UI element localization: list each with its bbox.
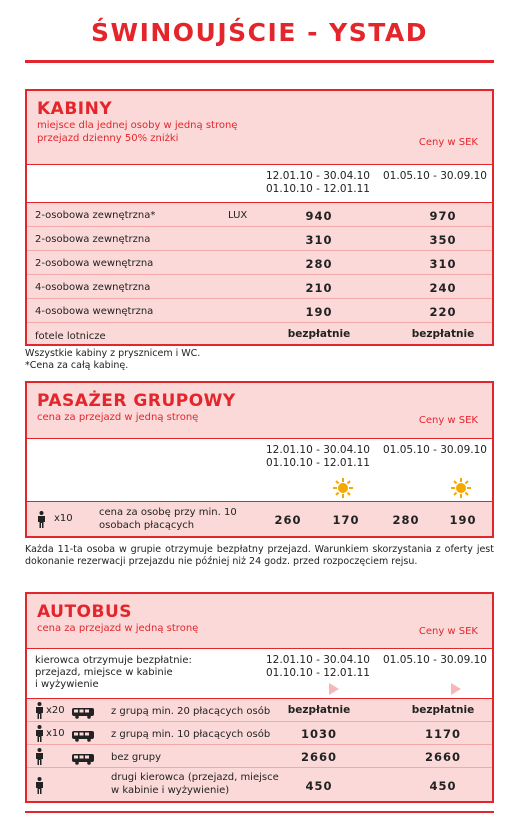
page-title: ŚWINOUJŚCIE - YSTAD [91,18,428,47]
table-row [27,202,492,226]
kabiny-section [25,89,494,346]
kabiny-subtitle-2: przejazd dzienny 50% zniżki [37,133,179,144]
autobus-price-p1: bezpłatnie [287,704,351,716]
autobus-price-p1: 2660 [300,750,337,764]
kabiny-row-label: fotele lotnicze [35,331,106,342]
autobus-header [27,594,492,648]
autobus-price-p2: 450 [429,779,457,793]
person-icon [35,725,44,746]
table-row [27,274,492,298]
table-row [27,721,492,744]
period-1-line-1: 12.01.10 - 30.04.10 [266,444,370,456]
grupowy-qty: x10 [54,513,73,524]
kabiny-price-p2: 240 [429,281,457,295]
autobus-row-qty: x10 [46,728,65,739]
kabiny-note-2: *Cena za całą kabinę. [25,360,129,371]
table-row [27,298,492,322]
grupowy-header [27,383,492,438]
autobus-period-header [27,648,492,698]
kabiny-price-p1: 280 [305,257,333,271]
grupowy-note: Każda 11-ta osoba w grupie otrzymuje bezpłatny przejazd. Warunkiem skorzystania z oferty jest dokonanie rezerwacji przejazdu nie później niż 24 godz. przed rozpoczęciem rejsu. [25,544,494,567]
autobus-title: AUTOBUS [37,602,132,622]
kabiny-row-label: 4-osobowa zewnętrzna [35,282,151,293]
autobus-info-2: przejazd, miejsce w kabinie [35,667,173,678]
table-row [27,767,492,801]
grupowy-section [25,381,494,538]
grupowy-period-header [27,438,492,501]
period-1-line-2: 01.10.10 - 12.01.11 [266,667,370,679]
person-icon [35,702,44,723]
grupowy-price-p1-day: 170 [332,513,360,527]
period-1-line-1: 12.01.10 - 30.04.10 [266,170,370,182]
period-2: 01.05.10 - 30.09.10 [383,444,487,456]
grupowy-price-p2-day: 190 [449,513,477,527]
period-1-line-1: 12.01.10 - 30.04.10 [266,654,370,666]
sun-icon [332,477,354,499]
autobus-info-3: i wyżywienie [35,679,99,690]
period-1-line-2: 01.10.10 - 12.01.11 [266,457,370,469]
grupowy-subtitle: cena za przejazd w jedną stronę [37,412,199,423]
kabiny-row-label: 2-osobowa zewnętrzna [35,234,151,245]
kabiny-price-p2: bezpłatnie [411,328,475,340]
sun-icon [450,477,472,499]
table-row [27,250,492,274]
autobus-price-p1: 1030 [300,727,337,741]
kabiny-price-p2: 220 [429,305,457,319]
kabiny-price-p1: 940 [305,209,333,223]
currency-note: Ceny w SEK [418,415,478,426]
table-row [27,322,492,344]
kabiny-price-p2: 970 [429,209,457,223]
moon-icon [397,477,413,497]
autobus-row-desc [111,728,270,741]
autobus-row-desc [111,751,161,764]
autobus-price-p2: 2660 [424,750,461,764]
grupowy-price-row [27,501,492,536]
autobus-section [25,592,494,803]
kabiny-title: KABINY [37,99,113,119]
person-icon [35,777,44,798]
autobus-row-desc-1: z grupą min. 20 płacących osób [111,706,271,717]
autobus-row-desc [111,771,279,797]
kabiny-price-p2: 310 [429,257,457,271]
grupowy-desc-1: cena za osobę przy min. 10 [99,507,237,518]
autobus-row-desc-1: z grupą min. 10 płacących osób [111,729,271,740]
kabiny-row-label: 4-osobowa wewnętrzna [35,306,154,317]
kabiny-subtitle-1: miejsce dla jednej osoby w jedną stronę [37,120,238,131]
kabiny-note-1: Wszystkie kabiny z prysznicem i WC. [25,348,201,359]
period-1-line-2: 01.10.10 - 12.01.11 [266,183,370,195]
person-icon [35,748,44,769]
kabiny-row-label: 2-osobowa wewnętrzna [35,258,154,269]
period-2: 01.05.10 - 30.09.10 [383,654,487,666]
autobus-info-1: kierowca otrzymuje bezpłatnie: [35,655,192,666]
table-row [27,698,492,721]
arrow-icon [451,683,461,695]
autobus-row-desc [111,705,270,718]
autobus-row-desc-1: bez grupy [111,752,161,763]
table-row [27,744,492,767]
period-2: 01.05.10 - 30.09.10 [383,170,487,182]
kabiny-row-label: 2-osobowa zewnętrzna* [35,210,156,221]
autobus-row-desc-1: drugi kierowca (przejazd, miejsce [111,772,279,783]
kabiny-header [27,91,492,164]
kabiny-price-p1: 210 [305,281,333,295]
grupowy-price-p1-night: 260 [274,513,302,527]
kabiny-row-extra: LUX [228,210,248,221]
kabiny-price-p1: bezpłatnie [287,328,351,340]
kabiny-price-p1: 190 [305,305,333,319]
grupowy-title: PASAŻER GRUPOWY [37,391,236,411]
autobus-price-p1: 450 [305,779,333,793]
currency-note: Ceny w SEK [418,626,478,637]
person-icon [37,511,46,528]
kabiny-price-p1: 310 [305,233,333,247]
autobus-subtitle: cena za przejazd w jedną stronę [37,623,199,634]
bottom-rule [25,811,494,813]
table-row [27,226,492,250]
moon-icon [277,477,293,497]
autobus-row-desc-2: w kabinie i wyżywienie) [111,785,230,796]
autobus-price-p2: bezpłatnie [411,704,475,716]
title-rule [25,60,494,63]
grupowy-price-p2-night: 280 [392,513,420,527]
autobus-row-qty: x20 [46,705,65,716]
kabiny-period-header [27,164,492,202]
autobus-price-p2: 1170 [424,727,461,741]
currency-note: Ceny w SEK [418,137,478,148]
arrow-icon [329,683,339,695]
kabiny-price-p2: 350 [429,233,457,247]
grupowy-desc-2: osobach płacących [99,520,195,531]
